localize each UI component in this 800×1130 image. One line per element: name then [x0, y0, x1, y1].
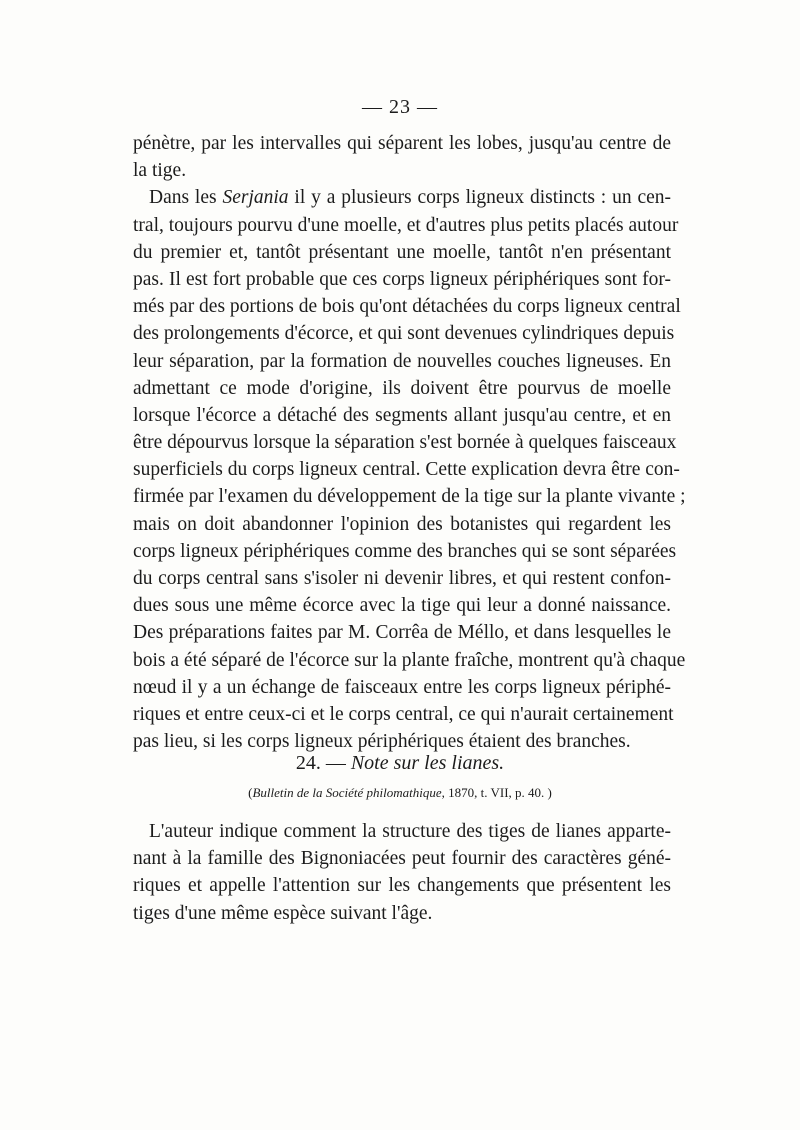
text-line: du premier et, tantôt présentant une moelle, tantôt n'en présentant: [133, 241, 671, 263]
citation-details: , 1870, t. VII, p. 40. ): [441, 785, 552, 800]
text-line: admettant ce mode d'origine, ils doivent être pourvus de moelle: [133, 377, 671, 399]
text-line: pénètre, par les intervalles qui séparent les lobes, jusqu'au centre de: [133, 133, 671, 154]
page-number: — 23 —: [362, 96, 438, 118]
text-line: tiges d'une même espèce suivant l'âge.: [133, 902, 433, 924]
citation-journal: Bulletin de la Société philomathique: [252, 785, 442, 800]
section-heading: [0, 752, 800, 775]
text-line: dues sous une même écorce avec la tige qui leur a donné naissance.: [133, 595, 671, 617]
section-title: Note sur les lianes.: [350, 752, 505, 774]
italic-term: Serjania: [222, 187, 289, 209]
text-line: leur séparation, par la formation de nouvelles couches ligneuses. En: [133, 350, 671, 372]
text-line: riques et entre ceux-ci et le corps central, ce qui n'aurait certainement: [133, 703, 674, 725]
text-line: nœud il y a un échange de faisceaux entre les corps ligneux périphé-: [133, 676, 671, 698]
text-line: riques et appelle l'attention sur les changements que présentent les: [133, 875, 671, 897]
text-line: pas lieu, si les corps ligneux périphériques étaient des branches.: [133, 731, 631, 753]
text-line: [133, 184, 671, 211]
citation-open: (: [248, 785, 253, 800]
text-line: tral, toujours pourvu d'une moelle, et d'autres plus petits placés autour: [133, 214, 679, 236]
section-dash: —: [320, 752, 351, 774]
text-line: L'auteur indique comment la structure des tiges de lianes apparte-: [149, 821, 671, 842]
text-line: superficiels du corps ligneux central. Cette explication devra être con-: [133, 459, 680, 481]
citation: [0, 785, 800, 801]
second-paragraph: [133, 818, 671, 927]
main-paragraph: [133, 130, 686, 755]
text-line: être dépourvus lorsque la séparation s'est bornée à quelques faisceaux: [133, 432, 677, 454]
text-line: firmée par l'examen du développement de la tige sur la plante vivante ;: [133, 486, 686, 508]
text-line: nant à la famille des Bignoniacées peut fournir des caractères géné-: [133, 848, 671, 870]
text-line: du corps central sans s'isoler ni devenir libres, et qui restent confon-: [133, 568, 671, 589]
text-line: la tige.: [133, 160, 187, 182]
text-line: mais on doit abandonner l'opinion des botanistes qui regardent les: [133, 513, 671, 535]
text-line: bois a été séparé de l'écorce sur la plante fraîche, montrent qu'à chaque: [133, 649, 686, 671]
text-fragment: il y a plusieurs corps ligneux distincts : un cen-: [288, 187, 671, 209]
text-line: des prolongements d'écorce, et qui sont devenues cylindriques depuis: [133, 323, 675, 345]
text-fragment: Dans les: [149, 187, 223, 209]
text-line: Des préparations faites par M. Corrêa de Méllo, et dans lesquelles le: [133, 622, 671, 644]
text-line: pas. Il est fort probable que ces corps ligneux périphériques sont for-: [133, 268, 671, 290]
text-line: més par des portions de bois qu'ont détachées du corps ligneux central: [133, 296, 681, 318]
section-number: 24.: [295, 752, 321, 774]
text-line: lorsque l'écorce a détaché des segments allant jusqu'au centre, et en: [133, 404, 671, 426]
text-line: corps ligneux périphériques comme des branches qui se sont séparées: [133, 540, 677, 562]
